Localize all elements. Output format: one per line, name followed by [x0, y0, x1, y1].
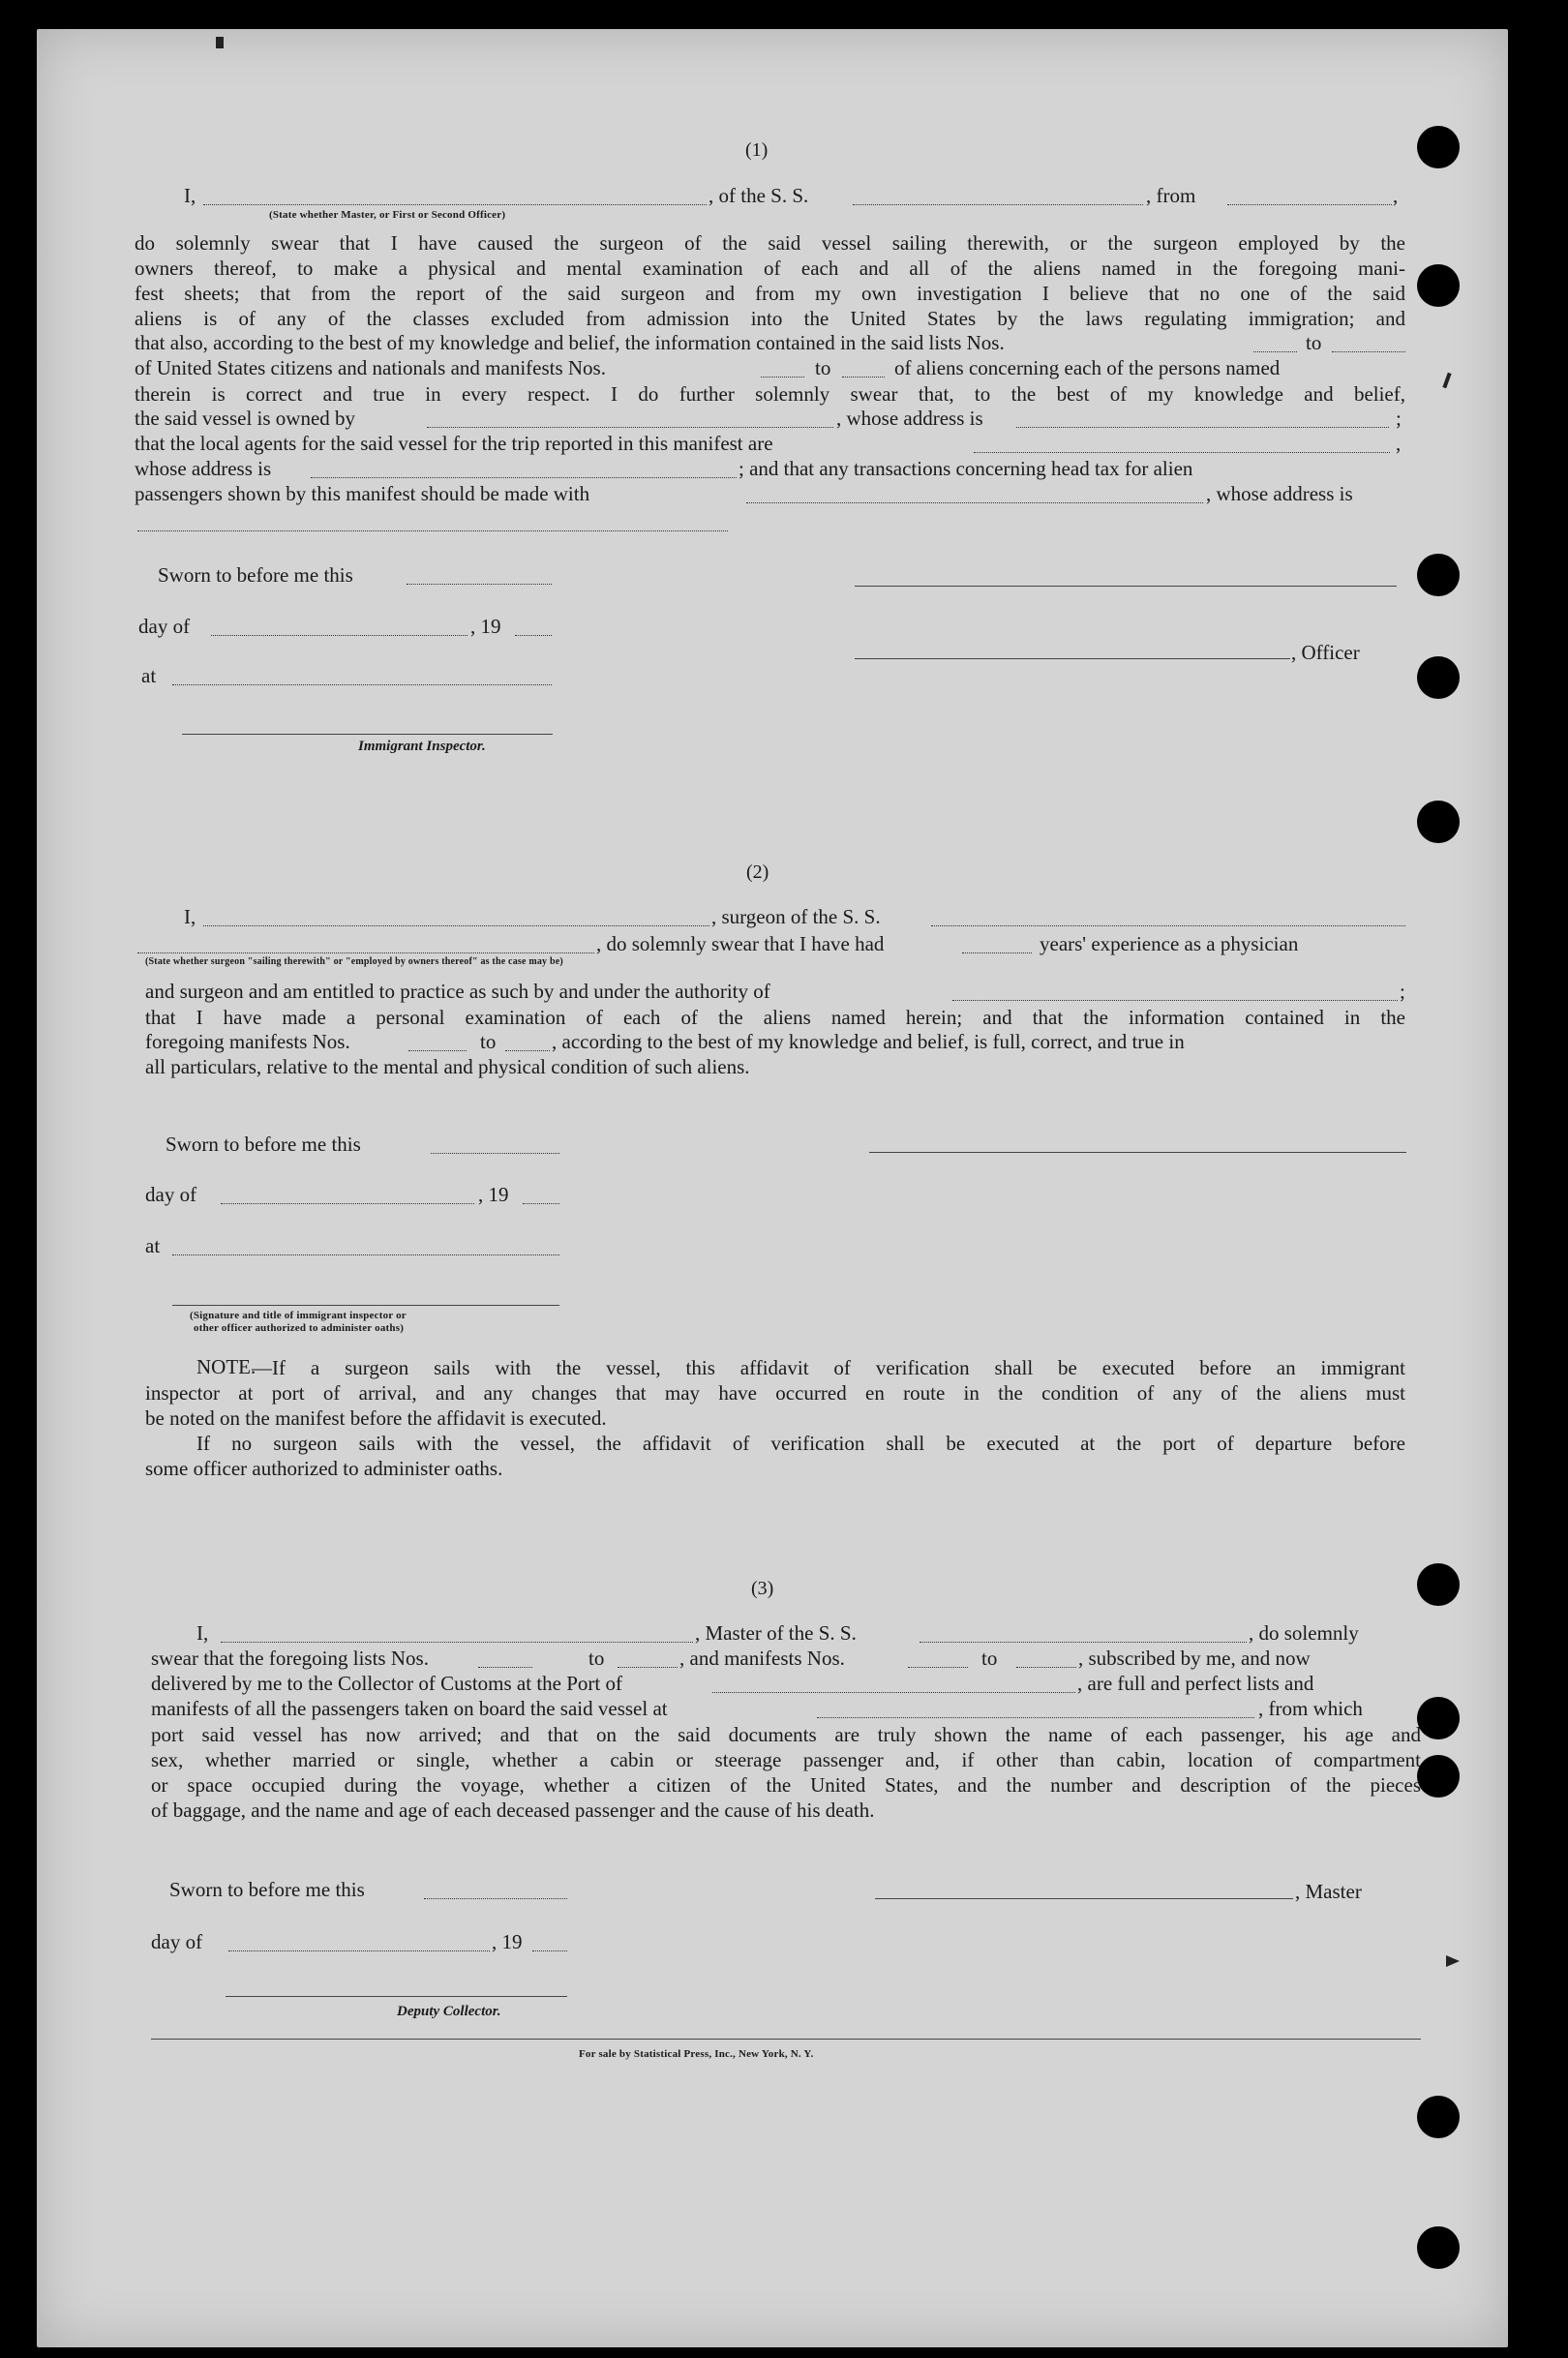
footer-rule — [151, 2039, 1421, 2040]
s1-us-to: to — [815, 356, 831, 379]
s3-boarding-port-field — [817, 1717, 1254, 1718]
s1-also-line: that also, according to the best of my knowledge and belief, the information contained in the said lists Nos. — [135, 331, 1005, 354]
s1-manifests-to-field — [842, 377, 885, 378]
s2-line2-b: years' experience as a physician — [1040, 932, 1299, 955]
s3-body-line: port said vessel has now arrived; and that on the said documents are truly shown the name of each passenger, his age and — [151, 1723, 1421, 1746]
s1-also-to: to — [1306, 331, 1322, 354]
s2-line2-a: , do solemnly swear that I have had — [596, 932, 885, 955]
s3-year-field — [532, 1950, 567, 1951]
s3-ship-name-field — [920, 1642, 1247, 1643]
s3-line2-to-2: to — [981, 1647, 998, 1670]
s1-body-line: fest sheets; that from the report of the said surgeon and from my own investigation I believe that no one of the said — [135, 282, 1405, 305]
s1-officer-name-line — [855, 658, 1290, 659]
s1-owned-end: ; — [1396, 407, 1402, 430]
s3-sworn-label: Sworn to before me this — [169, 1878, 365, 1901]
s1-year-label: , 19 — [470, 615, 501, 638]
s1-head-tax-address-field — [137, 530, 728, 531]
s3-line2-c: , and manifests Nos. — [679, 1647, 845, 1670]
s3-body-line: or space occupied during the voyage, whether a citizen of the United States, and the number and description of the pieces — [151, 1773, 1421, 1797]
s3-deputy-label: Deputy Collector. — [397, 2004, 501, 2019]
s3-line3-b: , are full and perfect lists and — [1077, 1672, 1314, 1695]
s1-owner-field — [427, 427, 833, 428]
s2-note2-line: some officer authorized to administer oaths. — [145, 1457, 503, 1480]
section-2-heading: (2) — [746, 862, 769, 883]
s1-manifests-from-field — [761, 377, 804, 378]
s1-head-tax-field — [746, 502, 1203, 503]
section-3-heading: (3) — [751, 1578, 774, 1599]
s2-manifests-from-field — [408, 1050, 467, 1051]
s3-body-line: sex, whether married or single, whether a cabin or steerage passenger and, if other than cabin, location of compartment — [151, 1748, 1421, 1771]
s1-dayof-label: day of — [138, 615, 191, 638]
binder-hole — [1417, 1755, 1460, 1798]
s3-line2-e: , subscribed by me, and now — [1078, 1647, 1311, 1670]
s1-inspector-label: Immigrant Inspector. — [358, 739, 486, 754]
s2-line6: all particulars, relative to the mental and physical condition of such aliens. — [145, 1055, 750, 1078]
s1-at-field — [172, 684, 552, 685]
s1-owned-label: the said vessel is owned by — [135, 407, 356, 430]
s2-line1-surgeon: , surgeon of the S. S. — [711, 905, 881, 928]
binder-hole — [1417, 801, 1460, 843]
s2-line3-end: ; — [1400, 980, 1405, 1003]
s1-us-line: of United States citizens and nationals and manifests Nos. — [135, 356, 606, 379]
s1-therein-line: therein is correct and true in every respect. I do further solemnly swear that, to the best of my knowledge and belief, — [135, 382, 1405, 406]
s1-line1-i: I, — [184, 184, 196, 207]
s3-line4-a: manifests of all the passengers taken on board the said vessel at — [151, 1697, 668, 1720]
s2-line5-a: foregoing manifests Nos. — [145, 1030, 350, 1053]
s1-lists-to-field — [1332, 351, 1405, 352]
s1-agents-end: , — [1396, 432, 1402, 455]
s1-day-field — [211, 635, 467, 636]
s2-surgeon-signature-line — [869, 1152, 1406, 1153]
s2-sworn-field — [431, 1153, 559, 1154]
s2-surgeon-type-field — [137, 952, 594, 953]
s3-year-label: , 19 — [492, 1930, 523, 1953]
s1-body-line: aliens is of any of the classes excluded from admission into the United States by the laws regulating immigration; and — [135, 307, 1405, 330]
s2-line4: that I have made a personal examination of each of the aliens named herein; and that the information contained in the — [145, 1006, 1405, 1029]
s2-authority-field — [952, 1000, 1398, 1001]
s3-day-field — [228, 1950, 490, 1951]
binder-hole — [1417, 2226, 1460, 2269]
s3-master-name-field — [221, 1642, 693, 1643]
s2-note-line: be noted on the manifest before the affidavit is executed. — [145, 1406, 607, 1430]
s1-sworn-field — [407, 584, 552, 585]
s1-body-line: owners thereof, to make a physical and mental examination of each and all of the aliens named in the foregoing mani- — [135, 257, 1405, 280]
s1-officer-signature-line — [855, 586, 1397, 587]
s3-master-signature-line — [875, 1898, 1293, 1899]
s1-owner-address-field — [1016, 427, 1389, 428]
s3-manifests-to-field — [1016, 1667, 1076, 1668]
binder-hole — [1417, 1697, 1460, 1739]
s1-from-field — [1227, 204, 1392, 205]
s1-body-line: do solemnly swear that I have caused the surgeon of the said vessel sailing therewith, or the surgeon employed by the — [135, 231, 1405, 255]
s1-whose-tail: ; and that any transactions concerning head tax for alien — [739, 457, 1193, 480]
s1-pass-label: passengers shown by this manifest should be made with — [135, 482, 590, 505]
s3-line1-master: , Master of the S. S. — [695, 1621, 857, 1645]
s1-us-end: of aliens concerning each of the persons named — [894, 356, 1281, 379]
s3-lists-from-field — [478, 1667, 532, 1668]
s1-agents-address-field — [311, 477, 737, 478]
binder-hole — [1417, 554, 1460, 596]
s2-sworn-label: Sworn to before me this — [166, 1133, 361, 1156]
s3-line2-to-1: to — [588, 1647, 605, 1670]
s3-line1-i: I, — [196, 1621, 209, 1645]
s1-agents-field — [974, 452, 1390, 453]
s2-inspector-signature-line — [172, 1305, 559, 1306]
s3-port-field — [712, 1692, 1075, 1693]
binder-hole — [1417, 1563, 1460, 1606]
binder-hole — [1417, 126, 1460, 168]
s1-owned-address: , whose address is — [836, 407, 983, 430]
s3-line2-a: swear that the foregoing lists Nos. — [151, 1647, 429, 1670]
s1-sworn-label: Sworn to before me this — [158, 563, 353, 587]
s2-sig-note-2: other officer authorized to administer oaths) — [194, 1322, 405, 1334]
s1-lists-from-field — [1253, 351, 1297, 352]
binder-hole — [1417, 656, 1460, 699]
s2-surgeon-name-field — [203, 925, 709, 926]
s1-line1-of: , of the S. S. — [709, 184, 809, 207]
s2-manifests-to-field — [505, 1050, 550, 1051]
s3-lists-to-field — [618, 1667, 678, 1668]
binder-hole — [1417, 264, 1460, 307]
s1-whose-label: whose address is — [135, 457, 272, 480]
s2-day-field — [221, 1203, 474, 1204]
s3-line4-b: , from which — [1258, 1697, 1363, 1720]
scan-mark — [216, 37, 224, 48]
s2-sig-note-1: (Signature and title of immigrant inspector or — [190, 1310, 407, 1321]
binder-hole — [1417, 2096, 1460, 2138]
s2-line3: and surgeon and am entitled to practice as such by and under the authority of — [145, 980, 770, 1003]
s1-officer-note: (State whether Master, or First or Second Officer) — [269, 209, 506, 221]
s1-officer-title-field — [203, 204, 707, 205]
s1-line1-from: , from — [1146, 184, 1196, 207]
s2-note-line: —If a surgeon sails with the vessel, this affidavit of verification shall be executed before an immigrant — [252, 1356, 1405, 1379]
s3-line3-a: delivered by me to the Collector of Customs at the Port of — [151, 1672, 622, 1695]
s3-dayof-label: day of — [151, 1930, 203, 1953]
s1-agents-label: that the local agents for the said vessel for the trip reported in this manifest are — [135, 432, 773, 455]
footer-imprint: For sale by Statistical Press, Inc., New York, N. Y. — [579, 2048, 814, 2060]
s3-body-line: of baggage, and the name and age of each deceased passenger and the cause of his death. — [151, 1799, 875, 1822]
s2-note2-line: If no surgeon sails with the vessel, the affidavit of verification shall be executed at the port of departure before — [196, 1432, 1405, 1455]
scan-mark — [1446, 1955, 1460, 1967]
s2-line5-to: to — [480, 1030, 497, 1053]
s2-line5-c: , according to the best of my knowledge and belief, is full, correct, and true in — [552, 1030, 1185, 1053]
s2-ship-name-field — [931, 925, 1405, 926]
s2-year-field — [523, 1203, 559, 1204]
s1-at-label: at — [141, 664, 157, 687]
s2-years-field — [962, 952, 1032, 953]
section-1-heading: (1) — [745, 139, 769, 161]
s1-year-field — [515, 635, 552, 636]
s2-surgeon-note: (State whether surgeon "sailing therewith" or "employed by owners thereof" as the case may be) — [145, 956, 563, 967]
s1-pass-tail: , whose address is — [1206, 482, 1353, 505]
s2-year-label: , 19 — [478, 1183, 509, 1206]
s2-dayof-label: day of — [145, 1183, 197, 1206]
s3-manifests-from-field — [908, 1667, 968, 1668]
s1-inspector-signature-line — [182, 734, 553, 735]
s1-officer-label: , Officer — [1291, 641, 1360, 664]
s2-note-label: NOTE. — [196, 1355, 256, 1378]
s1-line1-end: , — [1393, 184, 1399, 207]
s3-master-label: , Master — [1295, 1880, 1362, 1903]
s2-note-line: inspector at port of arrival, and any changes that may have occurred en route in the condition of any of the aliens must — [145, 1381, 1405, 1405]
s2-line1-i: I, — [184, 905, 196, 928]
s3-sworn-field — [424, 1898, 567, 1899]
manifest-affidavit-sheet — [37, 29, 1508, 2347]
s1-ship-name-field — [853, 204, 1143, 205]
s3-line1-end: , do solemnly — [1249, 1621, 1359, 1645]
scan-mark — [1442, 373, 1451, 388]
s2-at-label: at — [145, 1234, 161, 1257]
s3-deputy-signature-line — [226, 1996, 567, 1997]
